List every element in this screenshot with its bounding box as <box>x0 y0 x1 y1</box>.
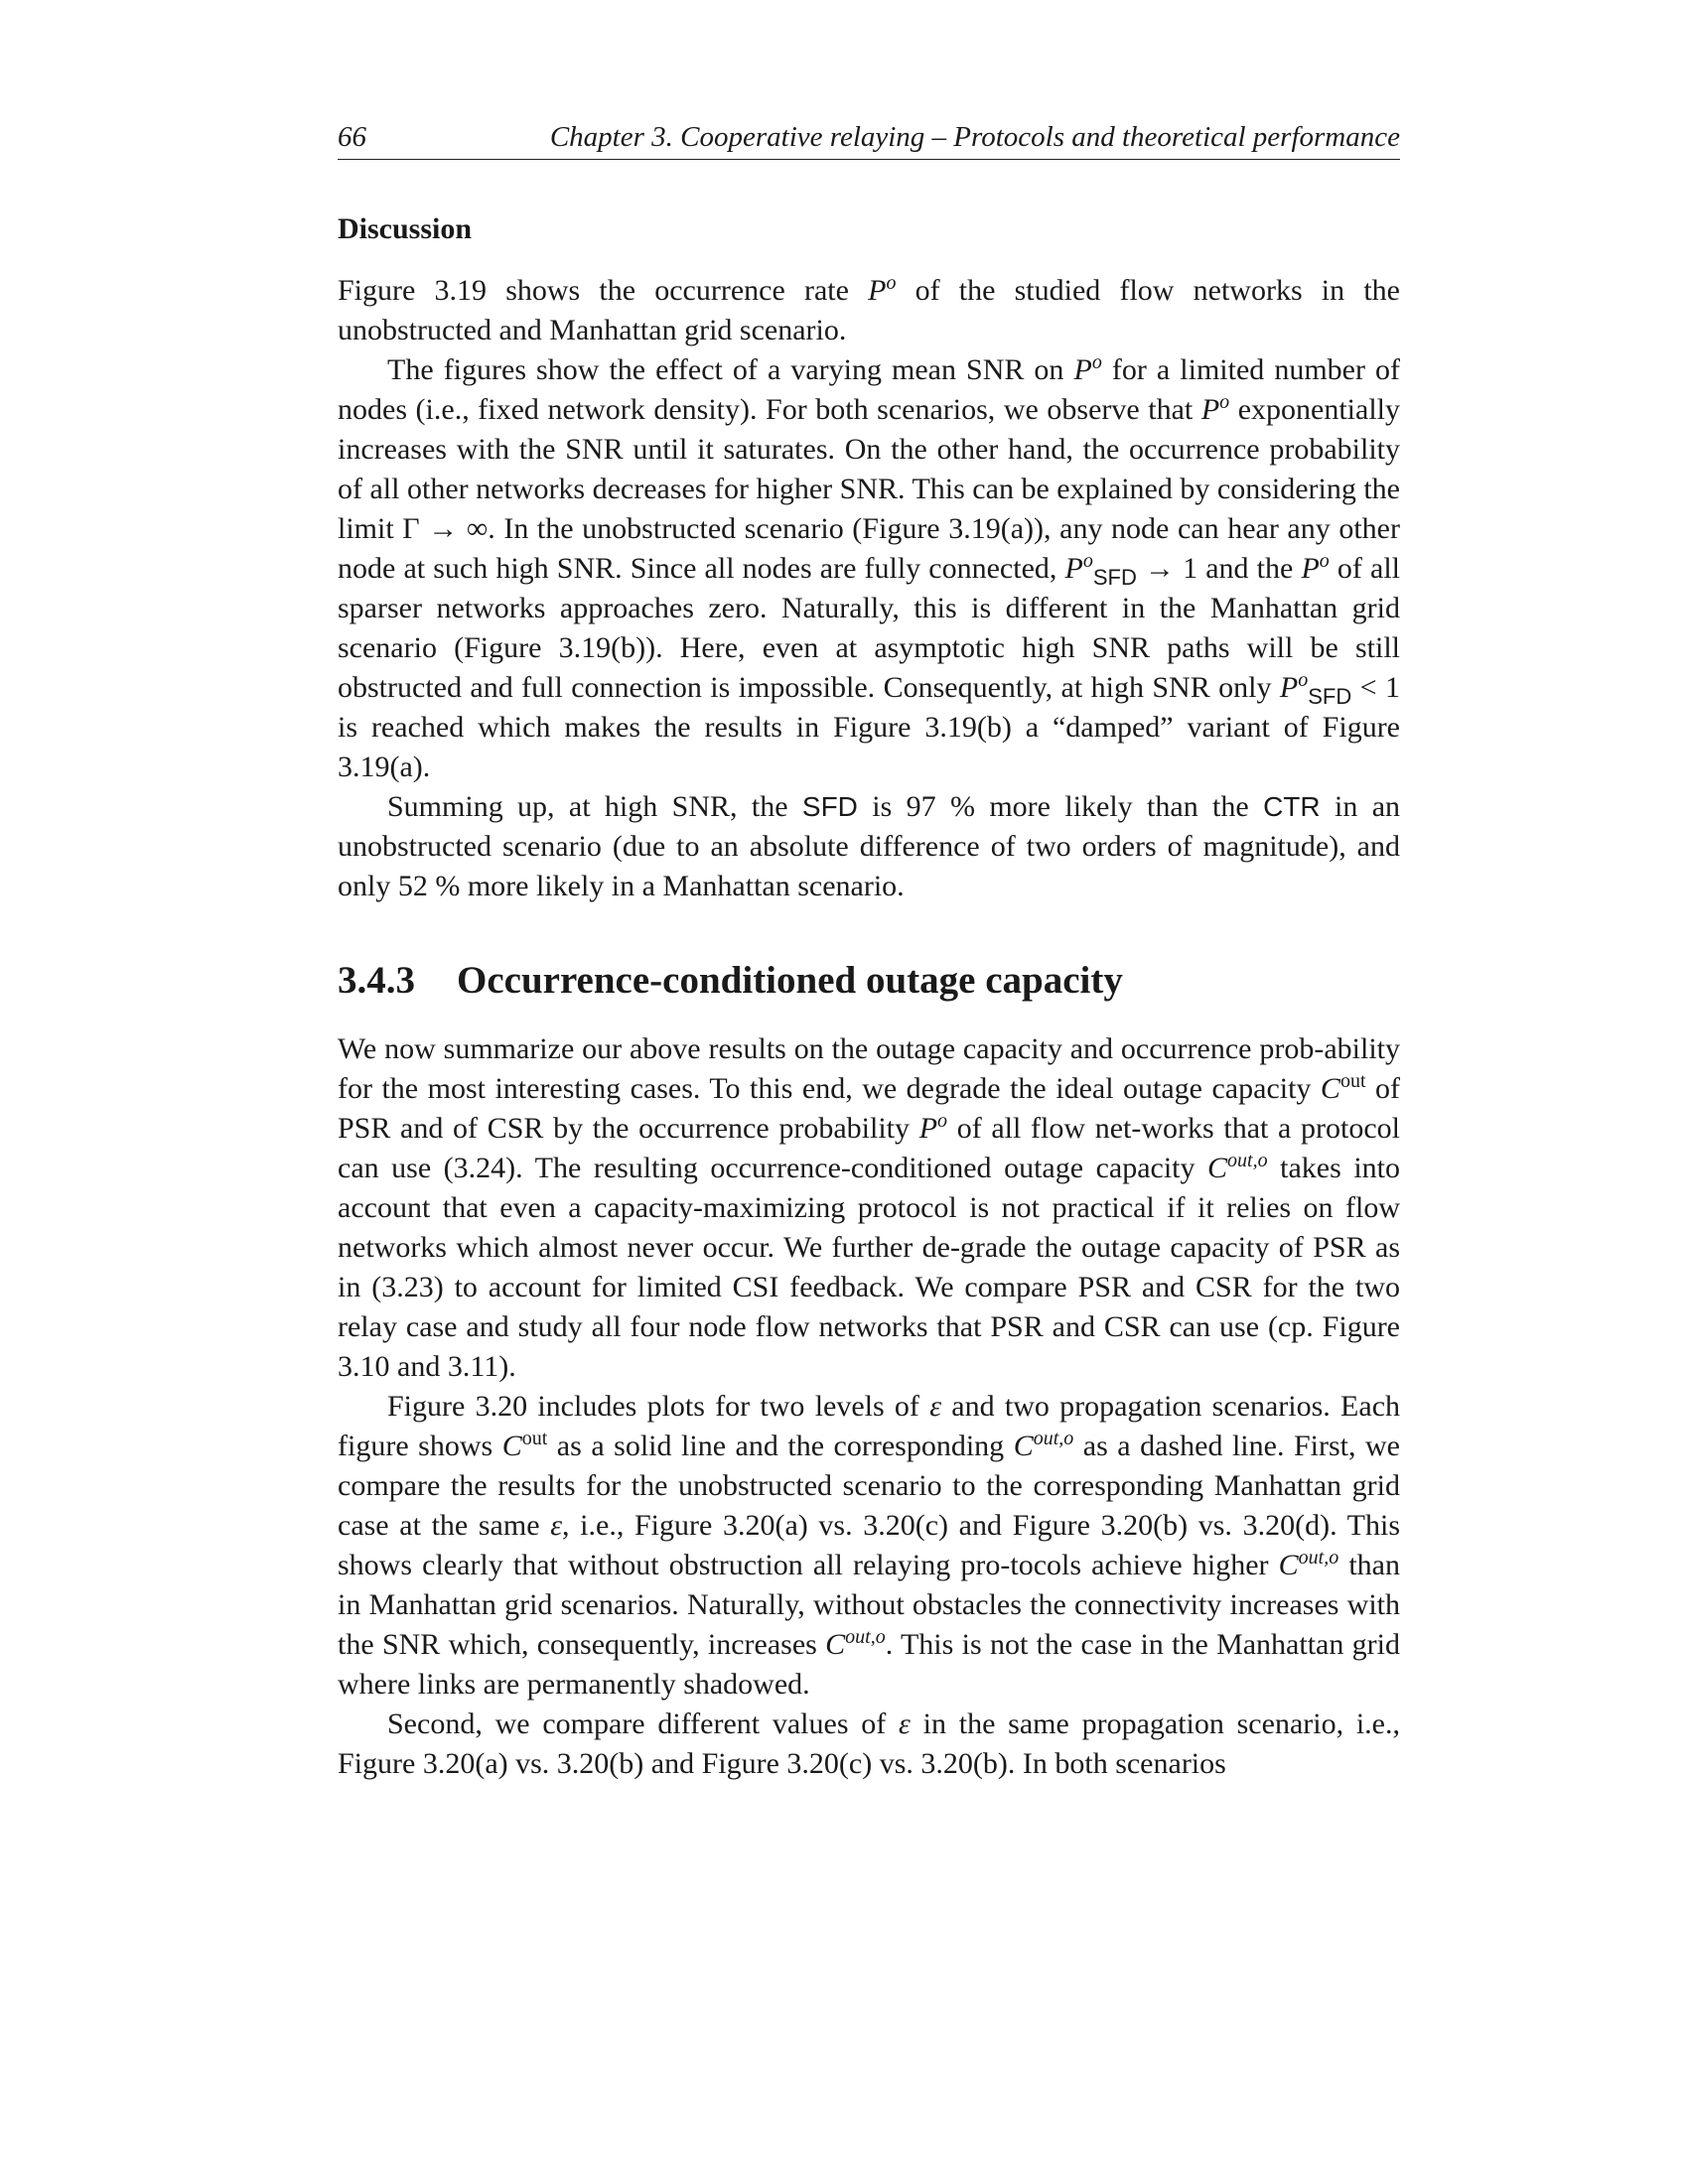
section-paragraph-3: Second, we compare different values of ε in the same propagation scenario, i.e., Figure 3.20(a) vs. 3.20(b) and Figure 3.20(c) vs. 3.20(b). In both scenarios <box>338 1707 1400 1780</box>
acronym-ctr: CTR <box>1263 791 1321 822</box>
math-epsilon: ε <box>899 1707 911 1740</box>
discussion-paragraph-3: Summing up, at high SNR, the SFD is 97 % more likely than the CTR in an unobstructed scenario (due to an absolute difference of two orders of magnitude), and only 52 % more likely in a Manhattan scenario. <box>338 790 1401 902</box>
math-C-out-o: $C^{out,o}$ <box>1207 1150 1268 1184</box>
section-paragraph-1: We now summarize our above results on the outage capacity and occurrence prob-ability for the most interesting cases. To this end, we degrade the ideal outage capacity $C^{out}$ of PSR and of CSR by the occurrence probability $P^o$ of all flow net-works that a protocol can use (3.24). The resulting occurrence-conditioned outage capacity $C^{out,o}$ takes into account that even a capacity-maximizing protocol is not practical if it relies on flow networks which almost never occur. We further de-grade the outage capacity of PSR as in (3.23) to account for limited CSI feedback. We compare PSR and CSR for the two relay case and study all four node flow networks that PSR and CSR can use (cp. Figure 3.10 and 3.11). <box>338 1032 1400 1383</box>
chapter-title: Chapter 3. Cooperative relaying – Protocols and theoretical performance <box>549 121 1400 153</box>
section-number: 3.4.3 <box>338 959 415 1002</box>
math-C-out-o: $C^{out,o}$ <box>1013 1428 1074 1462</box>
math-epsilon: ε <box>550 1509 563 1542</box>
math-C-out-o: $C^{out,o}$ <box>825 1626 886 1661</box>
discussion-paragraph-2: The figures show the effect of a varying mean SNR on $P^o$ for a limited number of nodes (i.e., fixed network density). For both scenarios, we observe that $P^o$ exponentially increases with the SNR until it saturates. On the other hand, the occurrence probability of all other networks decreases for higher SNR. This can be explained by considering the limit Γ → ∞. In the unobstructed scenario (Figure 3.19(a)), any node can hear any other node at such high SNR. Since all nodes are fully connected, $P^o_{SFD} \to 1$ and the $P^o$ of all sparser networks approaches zero. Naturally, this is different in the Manhattan grid scenario (Figure 3.19(b)). Here, even at asymptotic high SNR paths will be still obstructed and full connection is impossible. Consequently, at high SNR only $P^o_{SFD} < 1$ is reached which makes the results in Figure 3.19(b) a “damped” variant of Figure 3.19(a). <box>338 351 1401 783</box>
running-head <box>338 119 1400 160</box>
math-epsilon: ε <box>929 1390 942 1423</box>
math-P-o: $P^o$ <box>1073 351 1102 386</box>
acronym-sfd: SFD <box>801 791 858 822</box>
page-number: 66 <box>338 121 366 153</box>
section-paragraph-2: Figure 3.20 includes plots for two levels of ε and two propagation scenarios. Each figure shows $C^{out}$ as a solid line and the corresponding $C^{out,o}$ as a dashed line. First, we compare the results for the unobstructed scenario to the corresponding Manhattan grid case at the same ε, i.e., Figure 3.20(a) vs. 3.20(c) and Figure 3.20(b) vs. 3.20(d). This shows clearly that without obstruction all relaying pro-tocols achieve higher $C^{out,o}$ than in Manhattan grid scenarios. Naturally, without obstacles the connectivity increases with the SNR which, consequently, increases $C^{out,o}$. This is not the case in the Manhattan grid where links are permanently shadowed. <box>338 1390 1401 1701</box>
math-P-o: $P^o$ <box>868 272 897 307</box>
math-P-o-SFD: $P^o_{SFD}$ <box>1064 550 1137 590</box>
page <box>338 119 1400 1784</box>
math-P-o: $P^o$ <box>1301 550 1330 585</box>
math-C-out-o: $C^{out,o}$ <box>1278 1547 1339 1581</box>
math-P-o-SFD: $P^o_{SFD}$ <box>1279 669 1352 709</box>
discussion-heading: Discussion <box>338 212 473 245</box>
discussion-paragraph-1: Figure 3.19 shows the occurrence rate $P^o$ of the studied flow networks in the unobstructed and Manhattan grid scenario. <box>338 272 1400 346</box>
math-P-o: $P^o$ <box>1200 391 1230 426</box>
math-P-o: $P^o$ <box>918 1110 948 1145</box>
math-C-out: $C^{out}$ <box>501 1428 548 1462</box>
math-C-out: $C^{out}$ <box>1320 1070 1366 1105</box>
section-title: Occurrence-conditioned outage capacity <box>457 959 1123 1002</box>
section-heading <box>338 958 1400 1004</box>
